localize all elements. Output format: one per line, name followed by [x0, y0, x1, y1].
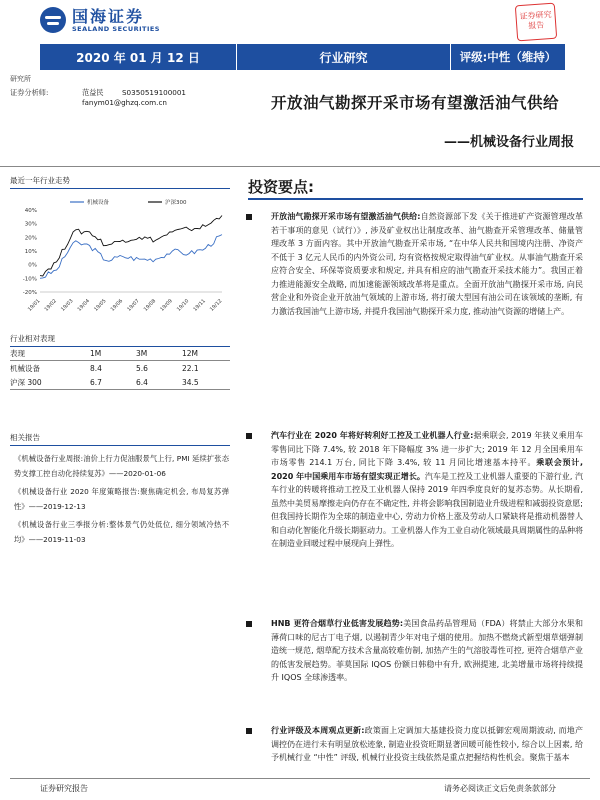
report-date: 2020 年 01 月 12 日 — [76, 50, 200, 65]
table-cell: 6.7 — [90, 375, 136, 390]
series-line-hs300 — [40, 216, 222, 277]
point-heading: 开放油气勘探开采市场有望激活油气供给: — [271, 212, 421, 221]
footer-disclaimer: 请务必阅读正文后免责条款部分 — [444, 784, 556, 793]
y-tick-label: -20% — [22, 290, 37, 296]
related-report-item[interactable]: 《机械设备行业 2020 年度策略报告:聚焦确定机会, 布局复苏弹性》——2019-12-13 — [14, 487, 229, 511]
table-cell: 5.6 — [136, 363, 148, 373]
bullet-square-icon — [246, 214, 252, 220]
table-header: 表现 — [10, 346, 90, 361]
header-bar — [40, 44, 565, 70]
analyst-name: 范益民 — [82, 88, 104, 97]
x-tick-label: 19/08 — [142, 298, 158, 313]
trend-chart — [10, 192, 230, 317]
point-body: 政策面上定调加大基建投资力度以抵御宏观周期波动, 而地产调控仍在进行未有明显放松迹象, 制造业投资旺期显著回暖可能性较小, 综合以上因素, 给予机械行业 “中性” 评级, 机械行业投资主线依然是重点把握结构性机会。聚焦于基本 — [271, 726, 583, 762]
point-heading: 汽车行业在 2020 年将好转利好工控及工业机器人行业: — [271, 431, 474, 440]
y-tick-label: 30% — [24, 221, 37, 228]
table-header: 3M — [136, 346, 182, 361]
rating: 评级:中性（维持） — [459, 50, 557, 64]
analyst-email[interactable]: fanym01@ghzq.com.cn — [82, 98, 167, 107]
related-reports-list — [14, 452, 229, 551]
x-tick-label: 19/02 — [43, 298, 58, 313]
related-report-item[interactable]: 《机械设备行业三季报分析:整体景气仍处低位, 细分领域冷热不均》——2019-11-03 — [14, 520, 229, 544]
series-line-machinery — [40, 235, 222, 279]
point-3 — [246, 617, 583, 685]
table-header: 1M — [90, 346, 136, 361]
point-heading: 行业评级及本周观点更新: — [271, 726, 365, 735]
y-tick-label: 10% — [24, 249, 37, 255]
brand-logo-icon — [40, 7, 66, 33]
y-tick-label: 0% — [28, 262, 37, 269]
point-heading: HNB 更符合烟草行业低害发展趋势: — [271, 619, 404, 628]
performance-title: 行业相对表现 — [10, 333, 230, 347]
y-tick-label: -10% — [22, 276, 37, 283]
analyst-info — [10, 74, 230, 108]
x-tick-label: 19/09 — [159, 298, 174, 313]
report-type: 行业研究 — [319, 50, 368, 65]
points-title: 投资要点: — [248, 178, 314, 196]
table-header-row — [10, 346, 230, 361]
brand-name-en: SEALAND SECURITIES — [72, 24, 160, 33]
performance-table — [10, 346, 230, 390]
point-body: 自然资源部下发《关于推进矿产资源管理改革若干事项的意见（试行）》, 涉及矿业权出让制度改革、油气勘查开采管理改革、储量管理改革 3 方面内容。其中开放油气勘查开采市场, “在中华人民共和国境内注册、净资产不低于 3 亿元人民币的内外资公司, 均有资格按规定取得油气矿业权。从事油气勘查开采应符合安全、环保等资质要求和规定, 并具有相应的油气勘查开采技术能力”。我国正着力推进能源安全战略, 而加速能源领域改革将是重点。全面开放油气勘探开采市场, 向民营企业和外资企业开放油气领域的上游市场, 将打破大型国有油公司在该领域的垄断, 有力激活我国油气上游市场, 并提升我国油气勘探开采力度, 推动油气资源的增储上产。 — [271, 212, 584, 316]
bullet-square-icon — [246, 728, 252, 734]
analyst-label: 证券分析师: — [10, 88, 49, 97]
legend-label: 机械设备 — [87, 200, 110, 206]
table-cell: 22.1 — [182, 363, 199, 373]
point-heading: 乘联会预计, 2020 年中国乘用车市场有望实现正增长。 — [271, 458, 583, 481]
table-row — [10, 375, 230, 390]
footer-divider — [10, 778, 590, 779]
x-tick-label: 19/10 — [175, 298, 191, 313]
x-tick-label: 19/05 — [93, 298, 108, 313]
report-subtitle: ——机械设备行业周报 — [443, 135, 574, 150]
point-body: 美国食品药品管理局（FDA）将禁止大部分水果和薄荷口味的尼古丁电子烟, 以遏制青少年对电子烟的使用。加热不燃烧式新型烟草烟弹制造统一规范, 烟草配方技术含量高较难仿制, 加热产生的气溶胶毒性可控, 更符合烟草产业的低害发展趋势。菲莫国际 IQOS 份额日韩稳中有升, 欧洲提速, 北美增量市场将持续提升 IQOS 全球渗透率。 — [271, 619, 583, 682]
table-cell: 机械设备 — [10, 363, 40, 373]
bullet-square-icon — [246, 621, 252, 627]
legend-label: 沪深300 — [165, 200, 187, 206]
x-tick-label: 19/07 — [126, 298, 141, 313]
point-body: 汽车是工控及工业机器人重要的下游行业, 汽车行业的转暖将推动工控及工业机器人保持 2019 年四季度良好的复苏态势。从长期看, 虽然中美贸易摩擦走向仍存在不确定性, 并将会影响我国制造业升级进程和减弱投资意愿; 但我国持长期作为全球的制造业中心, 劳动力价格上涨及劳动人口紧缺将是推动机器替人和自动化智能化升级长期驱动力。工业机器人作为工业自动化领域最具周期属性的品种将在制造业回暖过程中展现向上弹性。 — [271, 471, 583, 548]
table-row — [10, 361, 230, 376]
y-tick-label: 40% — [24, 208, 37, 214]
point-4 — [246, 724, 583, 776]
report-stamp — [515, 3, 557, 42]
brand-name-cn: 国海证券 — [72, 6, 145, 26]
x-tick-label: 19/11 — [192, 298, 207, 313]
table-cell: 8.4 — [90, 363, 102, 373]
x-tick-label: 19/01 — [26, 298, 42, 313]
x-tick-label: 19/03 — [60, 298, 75, 313]
footer-left: 证券研究报告 — [40, 784, 88, 793]
stamp-line1: 证券研究 — [519, 9, 552, 22]
bullet-square-icon — [246, 433, 252, 439]
point-2 — [246, 429, 583, 551]
divider — [0, 166, 600, 167]
points-underline — [248, 198, 583, 200]
x-tick-label: 19/12 — [208, 298, 224, 313]
brand-logo — [40, 6, 160, 34]
related-reports-title: 相关报告 — [10, 432, 230, 446]
report-title: 开放油气勘探开采市场有望激活油气供给 — [270, 94, 559, 112]
stamp-line2: 报告 — [527, 20, 545, 31]
trend-title: 最近一年行业走势 — [10, 175, 230, 189]
table-cell: 沪深 300 — [10, 375, 90, 390]
analyst-cert: S0350519100001 — [122, 88, 187, 97]
x-tick-label: 19/04 — [76, 298, 92, 313]
y-tick-label: 20% — [24, 235, 37, 242]
point-body: 据乘联会, 2019 年狭义乘用车零售同比下降 7.4%, 较 2018 年下降幅度 3% 进一步扩大; 2019 年 12 月全国乘用车市场零售 214.1 万台, 同比下降 3.4%, 较 11 月同比增速基本持平。 — [271, 431, 583, 467]
table-cell: 6.4 — [136, 375, 182, 390]
table-cell: 34.5 — [182, 375, 230, 390]
research-label: 研究所 — [10, 75, 31, 83]
related-report-item[interactable]: 《机械设备行业周报:油价上行力促油服景气上行, PMI 延续扩张态势支撑工控自动化持续复苏》——2020-01-06 — [14, 454, 229, 478]
trend-chart-svg — [10, 192, 230, 317]
table-header: 12M — [182, 346, 230, 361]
x-tick-label: 19/06 — [109, 298, 125, 313]
point-1 — [246, 210, 583, 318]
